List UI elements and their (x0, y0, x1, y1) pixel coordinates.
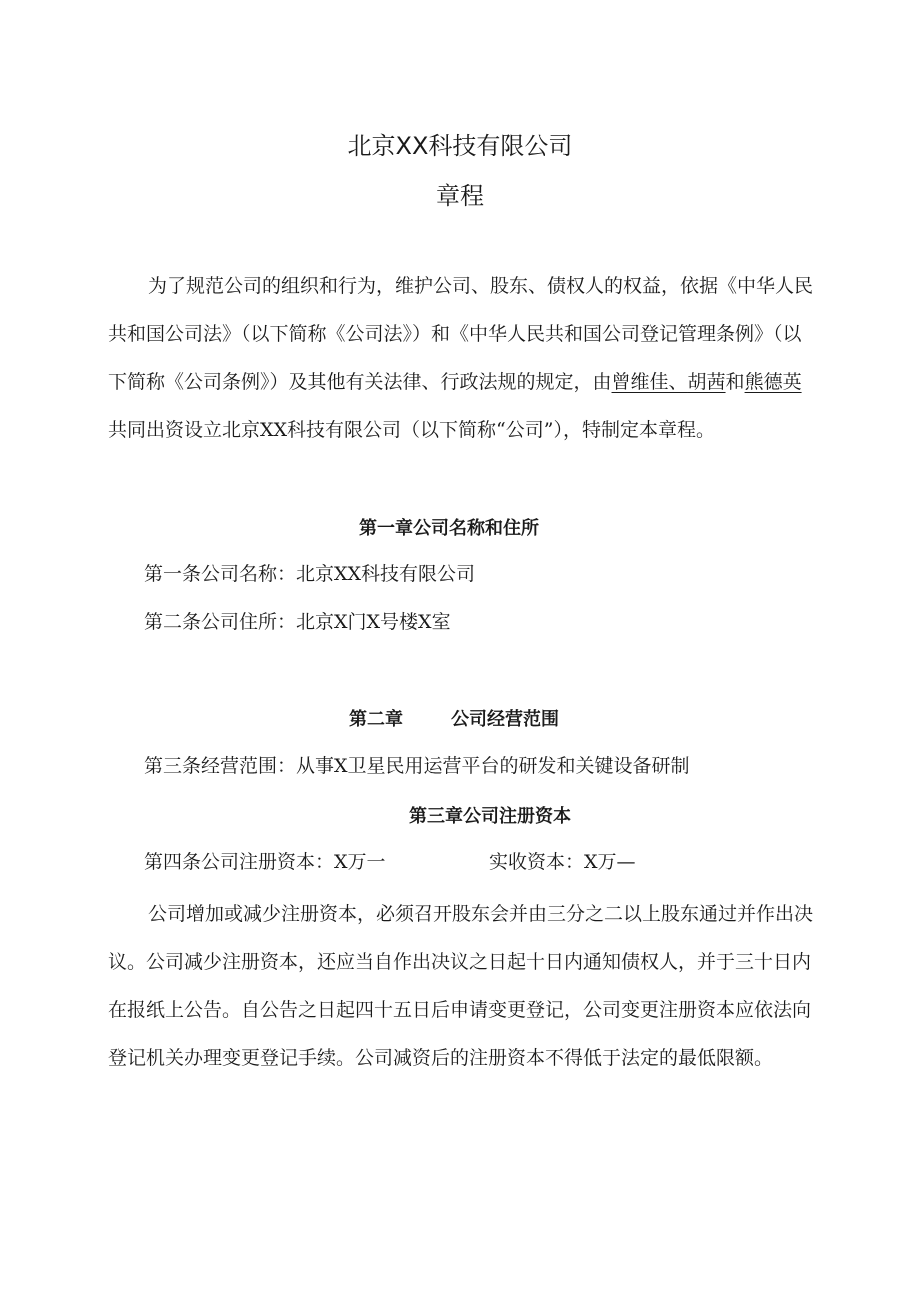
intro-text-part1: 为了规范公司的组织和行为，维护公司、股东、债权人的权益，依据《中华人民共和国公司法》（以下简称《公司法》）和《中华人民共和国公司登记管理条例》（以下简称《公司条例》）及其他有关法律、行政法规的规定，由 (108, 275, 814, 393)
chapter2-heading-number: 第二章 (349, 709, 403, 730)
founder-name-3: 熊德英 (744, 371, 802, 393)
intro-paragraph (108, 262, 818, 454)
capital-change-text: 公司增加或减少注册资本，必须召开股东会并由三分之二以上股东通过并作出决议。公司减少注册资本，还应当自作出决议之日起十日内通知债权人，并于三十日内在报纸上公告。自公告之日起四十五日后申请变更登记，公司变更注册资本应依法向登记机关办理变更登记手续。公司减资后的注册资本不得低于法定的最低限额。 (108, 903, 814, 1069)
intro-text-part2: 共同出资设立北京XX科技有限公司（以下简称“公司”），特制定本章程。 (108, 419, 715, 441)
article2-company-address: 第二条公司住所：北京X门X号楼X室 (144, 611, 451, 633)
chapter2-heading-title: 公司经营范围 (451, 709, 559, 730)
founder-name-2: 胡茜 (687, 371, 726, 393)
article4-registered-capital: 第四条公司注册资本：X万一 (144, 851, 386, 873)
document-subtitle: 章程 (436, 182, 484, 210)
chapter1-heading: 第一章公司名称和住所 (359, 518, 539, 539)
article1-company-name: 第一条公司名称：北京XX科技有限公司 (144, 563, 476, 585)
capital-change-paragraph (108, 890, 818, 1082)
article3-business-scope: 第三条经营范围：从事X卫星民用运营平台的研发和关键设备研制 (144, 755, 690, 777)
intro-conjunction: 和 (725, 371, 745, 393)
document-title: 北京XX科技有限公司 (347, 132, 573, 160)
founder-name-1: 曾维佳、 (611, 371, 688, 393)
chapter3-heading: 第三章公司注册资本 (409, 806, 571, 827)
article4-paid-in-capital: 实收资本：X万— (489, 851, 636, 873)
